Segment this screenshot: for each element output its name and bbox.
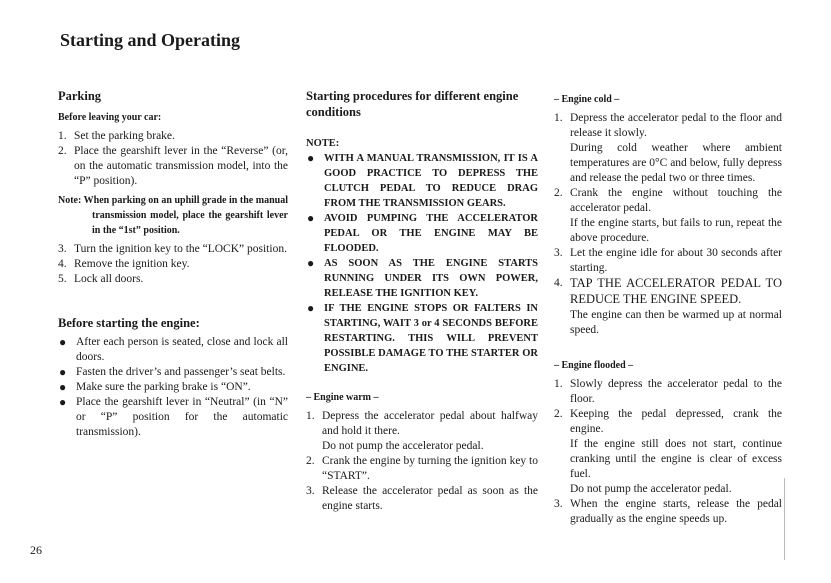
note-text: AVOID PUMPING THE ACCELERATOR PEDAL OR THE ENGINE MAY BE FLOODED.: [324, 213, 538, 254]
engine-warm-label: – Engine warm –: [306, 392, 379, 403]
step-number: 3.: [554, 247, 563, 259]
step-number: 1.: [554, 378, 563, 390]
step-number: 1.: [306, 410, 315, 422]
step-number: 1.: [58, 130, 67, 142]
step-text: Remove the ignition key.: [74, 258, 190, 270]
parking-steps-b: [58, 242, 288, 287]
step-text: Crank the engine by turning the ignition key to “START”.: [322, 455, 538, 482]
step-detail: Do not pump the accelerator pedal.: [322, 440, 484, 452]
step-number: 5.: [58, 273, 67, 285]
parking-heading: Parking: [58, 89, 102, 103]
step-text: Turn the ignition key to the “LOCK” position.: [74, 243, 287, 255]
engine-cold-label: – Engine cold –: [554, 94, 620, 105]
step-number: 2.: [306, 455, 315, 467]
bullet-icon: ●: [59, 395, 67, 409]
notes-list: [306, 151, 538, 376]
before-leaving-subhead: Before leaving your car:: [58, 112, 162, 123]
list-item: [554, 246, 782, 276]
parking-steps-a: [58, 129, 288, 189]
engine-conditions-column: [554, 92, 782, 527]
engine-flooded-label: – Engine flooded –: [554, 360, 634, 371]
step-number: 1.: [554, 112, 563, 124]
bullet-text: Fasten the driver’s and passenger’s seat belts.: [76, 366, 286, 378]
list-item: [554, 497, 782, 527]
bullet-icon: ●: [307, 256, 315, 270]
page-title: Starting and Operating: [60, 30, 241, 50]
bullet-icon: ●: [59, 365, 67, 379]
list-item: [306, 301, 538, 376]
list-item: [306, 484, 538, 514]
list-item: [554, 186, 782, 246]
step-text: Release the accelerator pedal as soon as the engine starts.: [322, 485, 538, 512]
list-item: [306, 151, 538, 211]
note-text: AS SOON AS THE ENGINE STARTS RUNNING UNDER ITS OWN POWER, RELEASE THE IGNITION KEY.: [324, 258, 538, 299]
bullet-icon: ●: [307, 211, 315, 225]
step-detail: During cold weather where ambient temperatures are 0°C and below, fully depress and release the pedal two or three times.: [570, 142, 782, 184]
page-number: 26: [30, 543, 42, 557]
step-text: Keeping the pedal depressed, crank the engine.: [570, 408, 782, 435]
step-number: 3.: [58, 243, 67, 255]
step-number: 4.: [58, 258, 67, 270]
step-text: Slowly depress the accelerator pedal to the floor.: [570, 378, 782, 405]
list-item: [58, 257, 288, 272]
step-detail: The engine can then be warmed up at normal speed.: [570, 309, 782, 336]
step-detail: If the engine still does not start, continue cranking until the engine is clear of excess fuel.: [570, 438, 782, 480]
engine-flooded-steps: [554, 377, 782, 527]
note-text: WITH A MANUAL TRANSMISSION, IT IS A GOOD PRACTICE TO DEPRESS THE CLUTCH PEDAL TO REDUCE DRAG FROM THE TRANSMISSION GEARS.: [324, 153, 538, 209]
bullet-icon: ●: [59, 380, 67, 394]
engine-cold-steps: [554, 111, 782, 338]
step-text: Place the gearshift lever in the “Reverse” (or, on the automatic transmission model, into the “P” position).: [74, 145, 288, 187]
list-item: [554, 407, 782, 497]
step-number: 2.: [58, 145, 67, 157]
list-item: [58, 365, 288, 380]
starting-procedures-heading: Starting procedures for different engine conditions: [306, 89, 519, 119]
step-number: 3.: [554, 498, 563, 510]
list-item: [58, 380, 288, 395]
page-edge-divider: [784, 478, 785, 560]
step-number: 2.: [554, 408, 563, 420]
step-text: TAP THE ACCELERATOR PEDAL TO REDUCE THE ENGINE SPEED.: [570, 276, 782, 306]
list-item: [306, 256, 538, 301]
list-item: [306, 454, 538, 484]
list-item: [306, 409, 538, 454]
step-text: When the engine starts, release the pedal gradually as the engine speeds up.: [570, 498, 782, 525]
list-item: [306, 211, 538, 256]
bullet-text: After each person is seated, close and lock all doors.: [76, 336, 288, 363]
step-text: Set the parking brake.: [74, 130, 175, 142]
bullet-icon: ●: [307, 151, 315, 165]
step-number: 2.: [554, 187, 563, 199]
step-detail: If the engine starts, but fails to run, repeat the above procedure.: [570, 217, 782, 244]
engine-warm-steps: [306, 409, 538, 514]
step-detail: Do not pump the accelerator pedal.: [570, 483, 732, 495]
parking-column: [58, 88, 288, 440]
bullet-icon: ●: [307, 301, 315, 315]
parking-note: Note: When parking on an uphill grade in the manual transmission model, place the gearshift lever in the “1st” position.: [58, 195, 288, 236]
list-item: [554, 377, 782, 407]
note-label: NOTE:: [306, 138, 340, 149]
before-starting-heading: Before starting the engine:: [58, 316, 200, 330]
starting-procedures-column: [306, 88, 538, 514]
step-text: Crank the engine without touching the accelerator pedal.: [570, 187, 782, 214]
list-item: [58, 144, 288, 189]
before-starting-list: [58, 335, 288, 440]
step-text: Depress the accelerator pedal to the floor and release it slowly.: [570, 112, 782, 139]
list-item: [554, 111, 782, 186]
list-item: [58, 129, 288, 144]
step-number: 3.: [306, 485, 315, 497]
bullet-icon: ●: [59, 335, 67, 349]
step-number: 4.: [554, 277, 563, 289]
step-text: Depress the accelerator pedal about halfway and hold it there.: [322, 410, 538, 437]
step-text: Let the engine idle for about 30 seconds after starting.: [570, 247, 782, 274]
bullet-text: Place the gearshift lever in “Neutral” (in “N” or “P” position for the automatic transmission).: [76, 396, 288, 438]
note-text: IF THE ENGINE STOPS OR FALTERS IN STARTING, WAIT 3 or 4 SECONDS BEFORE RESTARTING. THIS WILL PREVENT POSSIBLE DAMAGE TO THE STARTER OR ENGINE.: [324, 303, 538, 374]
list-item: [58, 242, 288, 257]
list-item: [554, 276, 782, 338]
list-item: [58, 272, 288, 287]
list-item: [58, 335, 288, 365]
bullet-text: Make sure the parking brake is “ON”.: [76, 381, 251, 393]
list-item: [58, 395, 288, 440]
step-text: Lock all doors.: [74, 273, 144, 285]
